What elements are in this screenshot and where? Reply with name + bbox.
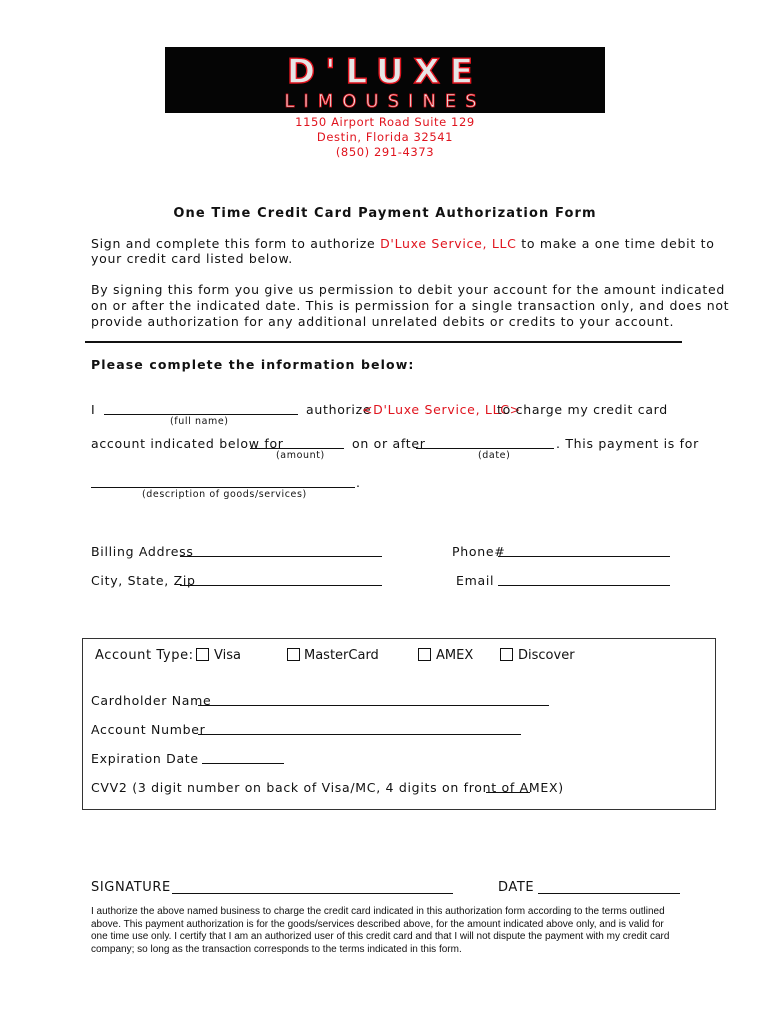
company-logo xyxy=(165,47,605,113)
cvv2-label: CVV2 (3 digit number on back of Visa/MC, 4 digits on front of AMEX) xyxy=(91,780,564,795)
cardholder-name-label: Cardholder Name xyxy=(91,693,212,708)
amex-label: AMEX xyxy=(436,648,474,663)
phone-field[interactable] xyxy=(498,556,670,557)
city-state-zip-field[interactable] xyxy=(180,585,382,586)
expiration-date-label: Expiration Date xyxy=(91,751,199,766)
account-number-field[interactable] xyxy=(198,734,521,735)
visa-label: Visa xyxy=(214,648,241,663)
auth-to-charge-label: to charge my credit card xyxy=(497,402,668,417)
amex-checkbox[interactable] xyxy=(418,648,431,661)
visa-checkbox[interactable] xyxy=(196,648,209,661)
logo-graphic xyxy=(165,47,605,113)
permission-line-1: By signing this form you give us permission to debit your account for the amount indicated xyxy=(91,282,726,297)
cardholder-name-field[interactable] xyxy=(198,705,549,706)
account-indicated-label: account indicated below for xyxy=(91,436,284,451)
account-number-label: Account Number xyxy=(91,722,206,737)
billing-address-label: Billing Address xyxy=(91,544,194,559)
account-type-label: Account Type: xyxy=(95,648,194,663)
logo-brand-top: D'LUXE xyxy=(286,52,484,92)
section-divider xyxy=(85,341,682,343)
signature-field[interactable] xyxy=(172,893,453,894)
description-caption: (description of goods/services) xyxy=(142,489,307,500)
form-title: One Time Credit Card Payment Authorization Form xyxy=(173,206,597,221)
logo-brand-bottom: LIMOUSINES xyxy=(284,91,486,112)
signature-date-label: DATE xyxy=(498,880,535,895)
email-label: Email xyxy=(456,573,495,588)
description-field[interactable] xyxy=(91,487,355,488)
date-caption: (date) xyxy=(478,450,511,461)
authorization-fine-print: I authorize the above named business to charge the credit card indicated in this authorization form according to the terms outlined above. This payment authorization is for the goods/services described above, for the amount indicated above only, and is valid for one time use only. I certify that I am an authorized user of this credit card and that I will not dispute the payment with my credit card company; so long as the transaction corresponds to the terms indicated in this form. xyxy=(91,906,670,955)
mastercard-label: MasterCard xyxy=(304,648,379,663)
cvv2-field[interactable] xyxy=(486,792,530,793)
intro-line-1 xyxy=(91,236,715,251)
description-period: . xyxy=(356,475,361,490)
auth-i-label: I xyxy=(91,402,96,417)
auth-authorize-label: authorize xyxy=(306,402,372,417)
address-line-2: Destin, Florida 32541 xyxy=(316,130,454,144)
intro-company: D'Luxe Service, LLC xyxy=(380,236,517,251)
expiration-date-field[interactable] xyxy=(202,763,284,764)
full-name-field[interactable] xyxy=(104,414,298,415)
email-field[interactable] xyxy=(498,585,670,586)
permission-line-3: provide authorization for any additional unrelated debits or credits to your account. xyxy=(91,314,675,329)
amount-caption: (amount) xyxy=(276,450,325,461)
section-heading: Please complete the information below: xyxy=(91,357,415,372)
full-name-caption: (full name) xyxy=(170,416,229,427)
discover-checkbox[interactable] xyxy=(500,648,513,661)
city-state-zip-label: City, State, Zip xyxy=(91,573,196,588)
billing-address-field[interactable] xyxy=(180,556,382,557)
intro-text-1: Sign and complete this form to authorize xyxy=(91,236,381,251)
mastercard-checkbox[interactable] xyxy=(287,648,300,661)
intro-line-2: your credit card listed below. xyxy=(91,251,293,266)
permission-line-2: on or after the indicated date. This is permission for a single transaction only, and does not xyxy=(91,298,730,313)
date-field[interactable] xyxy=(416,448,554,449)
on-or-after-label: on or after xyxy=(352,436,426,451)
address-line-1: 1150 Airport Road Suite 129 xyxy=(295,115,475,129)
intro-text-2: to make a one time debit to xyxy=(516,236,715,251)
amount-field[interactable] xyxy=(250,448,344,449)
phone-label: Phone# xyxy=(452,544,506,559)
discover-label: Discover xyxy=(518,648,575,663)
signature-date-field[interactable] xyxy=(538,893,680,894)
signature-label: SIGNATURE xyxy=(91,880,171,895)
auth-company: <D'Luxe Service, LLC> xyxy=(362,402,521,417)
address-line-3: (850) 291-4373 xyxy=(335,145,435,159)
payment-is-for-label: . This payment is for xyxy=(556,436,699,451)
